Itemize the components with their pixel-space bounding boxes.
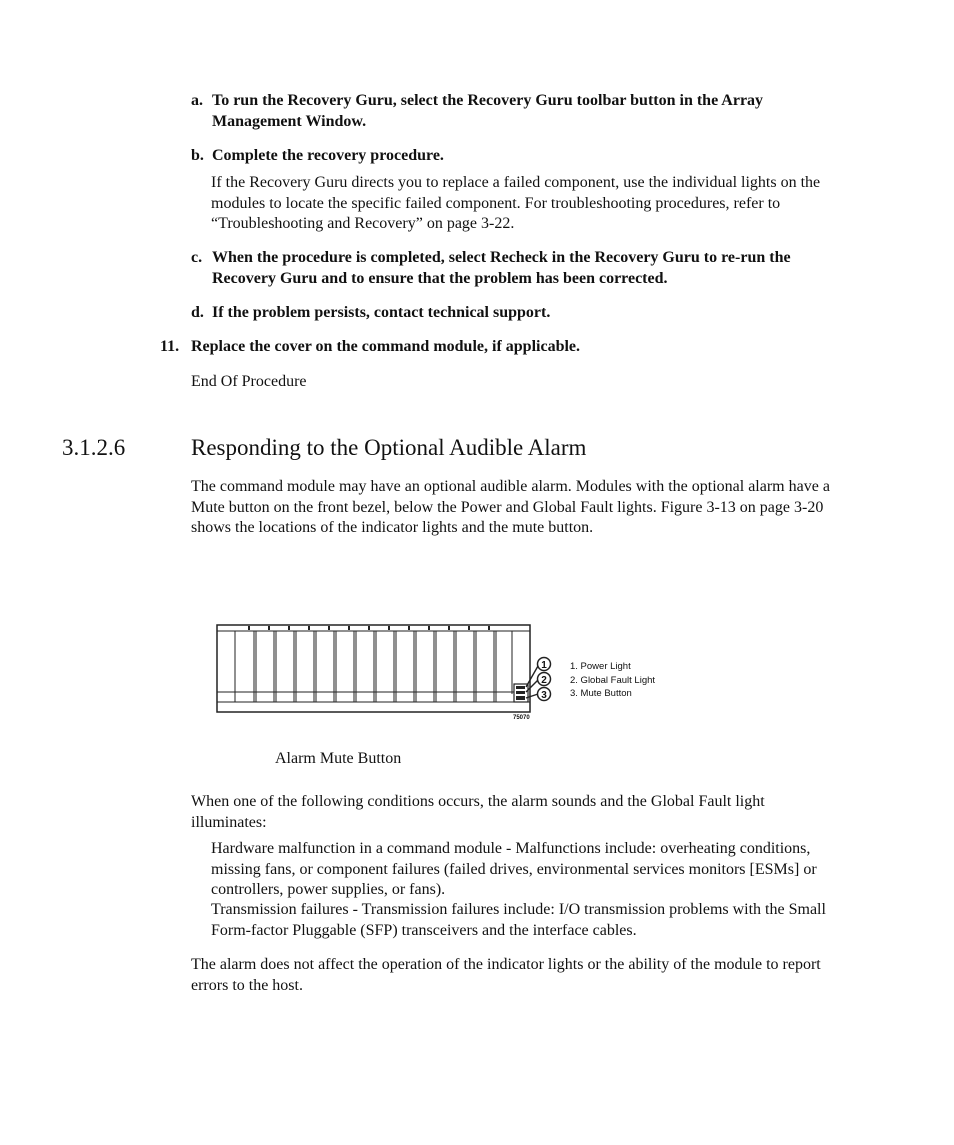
legend-global-fault-light: 2. Global Fault Light xyxy=(570,675,656,686)
step-text: Replace the cover on the command module, if applicable. xyxy=(191,338,581,355)
legend-power-light: 1. Power Light xyxy=(570,661,631,672)
step-text: Complete the recovery procedure. xyxy=(212,147,444,164)
step-text: When the procedure is completed, select Recheck in the Recovery Guru to re-run the Recovery Guru and to ensure that the problem has been corrected. xyxy=(212,249,791,287)
end-of-procedure: End Of Procedure xyxy=(191,373,307,390)
step-label: a. xyxy=(191,92,203,109)
section-number: 3.1.2.6 xyxy=(62,435,126,460)
callout-2 xyxy=(538,673,551,687)
figure-caption: Alarm Mute Button xyxy=(275,750,402,767)
closing-paragraph: The alarm does not affect the operation of the indicator lights or the ability of the module to report errors to the host. xyxy=(191,956,821,994)
legend-mute-button: 3. Mute Button xyxy=(570,688,632,699)
callout-2-label: 2 xyxy=(541,675,547,686)
alarm-mute-figure xyxy=(214,622,684,734)
intro-paragraph: The command module may have an optional audible alarm. Modules with the optional alarm have a Mute button on the front bezel, below the Power and Global Fault lights. Figure 3-13 on page 3-20 shows the locations of the indicator lights and the mute button. xyxy=(191,478,830,536)
module-front-drawing xyxy=(214,622,684,727)
step-text: If the problem persists, contact technical support. xyxy=(212,304,551,321)
section-title: Responding to the Optional Audible Alarm xyxy=(191,435,587,460)
callout-1 xyxy=(538,658,551,672)
step-label: b. xyxy=(191,147,204,164)
step-label: d. xyxy=(191,304,204,321)
callout-3 xyxy=(538,688,551,702)
callout-1-label: 1 xyxy=(541,660,547,671)
condition-item: Transmission failures - Transmission failures include: I/O transmission problems with the Small Form-factor Pluggable (SFP) transceivers and the interface cables. xyxy=(211,901,826,939)
condition-item: Hardware malfunction in a command module - Malfunctions include: overheating conditions, missing fans, or component failures (failed drives, environmental services monitors [ESMs] or controllers, power supplies, or fans). xyxy=(211,840,817,898)
step-label: 11. xyxy=(160,338,180,355)
callout-3-label: 3 xyxy=(541,690,547,701)
step-b-detail: If the Recovery Guru directs you to replace a failed component, use the individual lights on the modules to locate the specific failed component. For troubleshooting procedures, refer to “Troubleshooting and Recovery” on page 3-22. xyxy=(211,174,821,232)
step-text: To run the Recovery Guru, select the Recovery Guru toolbar button in the Array Management Window. xyxy=(212,92,764,130)
conditions-intro: When one of the following conditions occurs, the alarm sounds and the Global Fault light illuminates: xyxy=(191,793,765,831)
step-label: c. xyxy=(191,249,203,266)
drawing-id: 75070 xyxy=(513,715,530,721)
